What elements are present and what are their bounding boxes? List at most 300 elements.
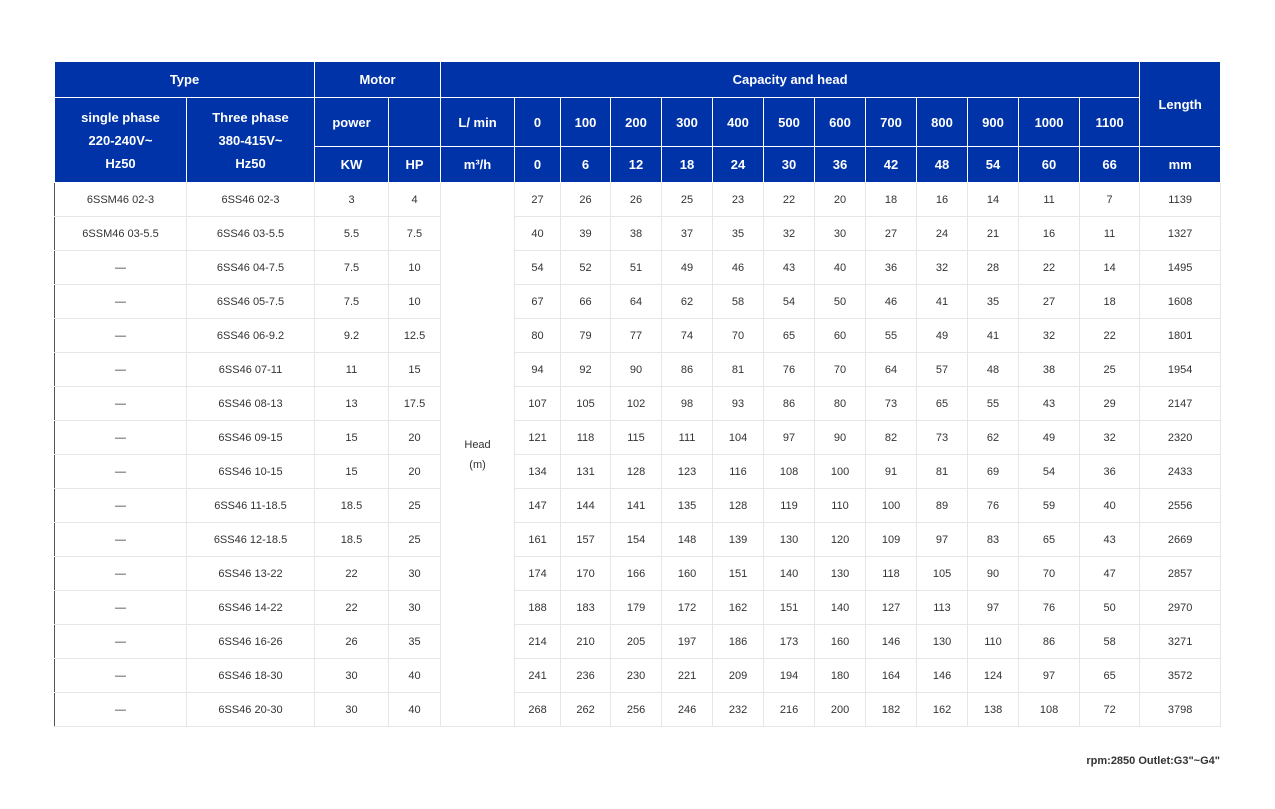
length-value: 1954	[1140, 353, 1221, 387]
head-value: 105	[561, 387, 611, 421]
power-kw: 15	[315, 455, 389, 489]
power-kw: 30	[315, 659, 389, 693]
head-value: 41	[917, 285, 968, 319]
m3h-value: 42	[866, 147, 917, 183]
table-row	[55, 557, 1221, 591]
length-value: 1608	[1140, 285, 1221, 319]
head-value: 64	[611, 285, 662, 319]
table-row	[55, 523, 1221, 557]
head-value: 180	[815, 659, 866, 693]
head-value: 130	[764, 523, 815, 557]
head-value: 35	[968, 285, 1019, 319]
single-phase-header	[55, 98, 187, 183]
three-phase-model: 6SS46 07-11	[187, 353, 315, 387]
head-value: 221	[662, 659, 713, 693]
head-value: 65	[1080, 659, 1140, 693]
three-phase-model: 6SS46 12-18.5	[187, 523, 315, 557]
length-value: 2147	[1140, 387, 1221, 421]
motor-blank-header	[389, 98, 441, 147]
power-kw: 7.5	[315, 285, 389, 319]
power-hp: 17.5	[389, 387, 441, 421]
lmin-value: 100	[561, 98, 611, 147]
head-value: 108	[1019, 693, 1080, 727]
head-value: 174	[515, 557, 561, 591]
head-value: 22	[1080, 319, 1140, 353]
pump-spec-table	[54, 61, 1221, 727]
head-value: 141	[611, 489, 662, 523]
three-phase-model: 6SS46 14-22	[187, 591, 315, 625]
head-value: 82	[866, 421, 917, 455]
three-phase-model: 6SS46 03-5.5	[187, 217, 315, 251]
head-value: 183	[561, 591, 611, 625]
head-unit: (m)	[469, 458, 486, 471]
table-header	[55, 62, 1221, 183]
head-value: 97	[917, 523, 968, 557]
head-value: 38	[611, 217, 662, 251]
head-value: 173	[764, 625, 815, 659]
power-kw: 30	[315, 693, 389, 727]
lmin-value: 500	[764, 98, 815, 147]
three-phase-model: 6SS46 18-30	[187, 659, 315, 693]
head-value: 182	[866, 693, 917, 727]
power-kw: 18.5	[315, 489, 389, 523]
head-value: 97	[968, 591, 1019, 625]
length-value: 1139	[1140, 183, 1221, 217]
three-phase-model: 6SS46 02-3	[187, 183, 315, 217]
head-value: 27	[866, 217, 917, 251]
head-value: 40	[1080, 489, 1140, 523]
head-value: 146	[866, 625, 917, 659]
head-value: 67	[515, 285, 561, 319]
power-hp: 10	[389, 285, 441, 319]
head-value: 76	[764, 353, 815, 387]
head-value: 236	[561, 659, 611, 693]
head-value: 11	[1080, 217, 1140, 251]
head-value: 16	[1019, 217, 1080, 251]
head-value: 166	[611, 557, 662, 591]
table-row	[55, 659, 1221, 693]
head-value: 151	[764, 591, 815, 625]
head-value: 89	[917, 489, 968, 523]
head-value: 268	[515, 693, 561, 727]
head-value: 41	[968, 319, 1019, 353]
head-value: 210	[561, 625, 611, 659]
head-value: 188	[515, 591, 561, 625]
head-value: 7	[1080, 183, 1140, 217]
three-phase-model: 6SS46 20-30	[187, 693, 315, 727]
head-value: 26	[561, 183, 611, 217]
lmin-value: 400	[713, 98, 764, 147]
head-value: 160	[662, 557, 713, 591]
head-value: 29	[1080, 387, 1140, 421]
head-value: 46	[866, 285, 917, 319]
single-phase-model: 6SSM46 03-5.5	[55, 217, 187, 251]
head-value: 49	[662, 251, 713, 285]
m3h-value: 12	[611, 147, 662, 183]
power-kw: 5.5	[315, 217, 389, 251]
three-phase-model: 6SS46 16-26	[187, 625, 315, 659]
motor-header: Motor	[315, 62, 441, 98]
power-hp: 10	[389, 251, 441, 285]
head-value: 54	[1019, 455, 1080, 489]
head-value: 37	[662, 217, 713, 251]
single-phase-label: single phase	[81, 109, 160, 125]
single-phase-model: —	[55, 659, 187, 693]
length-value: 1327	[1140, 217, 1221, 251]
m3h-value: 48	[917, 147, 968, 183]
power-kw: 15	[315, 421, 389, 455]
length-value: 2970	[1140, 591, 1221, 625]
head-value: 144	[561, 489, 611, 523]
head-value: 194	[764, 659, 815, 693]
head-value: 58	[713, 285, 764, 319]
table-row	[55, 489, 1221, 523]
head-value: 92	[561, 353, 611, 387]
head-value: 49	[1019, 421, 1080, 455]
head-value: 241	[515, 659, 561, 693]
head-value: 81	[917, 455, 968, 489]
head-value: 110	[815, 489, 866, 523]
head-value: 39	[561, 217, 611, 251]
head-value: 76	[1019, 591, 1080, 625]
lmin-value: 200	[611, 98, 662, 147]
single-phase-model: —	[55, 625, 187, 659]
head-value: 79	[561, 319, 611, 353]
power-hp: 15	[389, 353, 441, 387]
three-phase-model: 6SS46 10-15	[187, 455, 315, 489]
head-value: 162	[713, 591, 764, 625]
head-value: 209	[713, 659, 764, 693]
head-value: 22	[764, 183, 815, 217]
m3h-value: 54	[968, 147, 1019, 183]
head-value: 172	[662, 591, 713, 625]
head-value: 162	[917, 693, 968, 727]
power-kw: 9.2	[315, 319, 389, 353]
table-row	[55, 217, 1221, 251]
length-header: Length	[1140, 62, 1221, 147]
head-value: 51	[611, 251, 662, 285]
head-value: 35	[713, 217, 764, 251]
head-value: 36	[866, 251, 917, 285]
head-value: 86	[1019, 625, 1080, 659]
head-value: 118	[866, 557, 917, 591]
head-value: 21	[968, 217, 1019, 251]
head-value: 111	[662, 421, 713, 455]
footnote: rpm:2850 Outlet:G3"~G4"	[1086, 755, 1220, 767]
head-value: 43	[764, 251, 815, 285]
m3h-value: 30	[764, 147, 815, 183]
head-value: 139	[713, 523, 764, 557]
head-value: 104	[713, 421, 764, 455]
single-phase-model: —	[55, 421, 187, 455]
head-value: 46	[713, 251, 764, 285]
three-phase-model: 6SS46 13-22	[187, 557, 315, 591]
head-value: 49	[917, 319, 968, 353]
single-phase-model: —	[55, 455, 187, 489]
head-value: 97	[764, 421, 815, 455]
head-value: 65	[1019, 523, 1080, 557]
three-phase-model: 6SS46 06-9.2	[187, 319, 315, 353]
head-value: 232	[713, 693, 764, 727]
m3h-value: 24	[713, 147, 764, 183]
head-value: 50	[815, 285, 866, 319]
power-hp: 30	[389, 557, 441, 591]
head-value: 86	[662, 353, 713, 387]
head-value: 59	[1019, 489, 1080, 523]
power-hp: 25	[389, 489, 441, 523]
head-value: 72	[1080, 693, 1140, 727]
head-value: 86	[764, 387, 815, 421]
lmin-value: 800	[917, 98, 968, 147]
power-hp: 40	[389, 659, 441, 693]
head-value: 14	[968, 183, 1019, 217]
head-value: 62	[968, 421, 1019, 455]
head-value: 151	[713, 557, 764, 591]
head-value: 76	[968, 489, 1019, 523]
head-value: 262	[561, 693, 611, 727]
length-value: 2320	[1140, 421, 1221, 455]
power-kw: 13	[315, 387, 389, 421]
head-value: 14	[1080, 251, 1140, 285]
single-phase-model: —	[55, 523, 187, 557]
head-value: 65	[764, 319, 815, 353]
single-phase-model: —	[55, 251, 187, 285]
head-value: 135	[662, 489, 713, 523]
head-value: 147	[515, 489, 561, 523]
head-value: 179	[611, 591, 662, 625]
head-value: 205	[611, 625, 662, 659]
power-kw: 11	[315, 353, 389, 387]
three-phase-voltage: 380-415V~	[218, 132, 283, 148]
single-phase-model: —	[55, 319, 187, 353]
head-value: 40	[515, 217, 561, 251]
head-value: 70	[713, 319, 764, 353]
table-row	[55, 183, 1221, 217]
head-value: 246	[662, 693, 713, 727]
power-header: power	[315, 98, 389, 147]
head-value: 25	[662, 183, 713, 217]
head-value: 77	[611, 319, 662, 353]
head-value: 100	[815, 455, 866, 489]
power-kw: 18.5	[315, 523, 389, 557]
head-value: 38	[1019, 353, 1080, 387]
power-hp: 20	[389, 455, 441, 489]
head-value: 52	[561, 251, 611, 285]
table-row	[55, 625, 1221, 659]
head-value: 130	[917, 625, 968, 659]
head-value: 154	[611, 523, 662, 557]
head-value: 70	[1019, 557, 1080, 591]
m3h-value: 60	[1019, 147, 1080, 183]
head-value: 90	[815, 421, 866, 455]
power-hp: 40	[389, 693, 441, 727]
head-value: 140	[764, 557, 815, 591]
head-value: 23	[713, 183, 764, 217]
single-phase-model: —	[55, 387, 187, 421]
head-value: 121	[515, 421, 561, 455]
head-value: 50	[1080, 591, 1140, 625]
three-phase-header	[187, 98, 315, 183]
head-value: 128	[713, 489, 764, 523]
three-phase-model: 6SS46 05-7.5	[187, 285, 315, 319]
single-phase-model: 6SSM46 02-3	[55, 183, 187, 217]
head-value: 57	[917, 353, 968, 387]
power-hp: 7.5	[389, 217, 441, 251]
single-phase-model: —	[55, 353, 187, 387]
head-value: 134	[515, 455, 561, 489]
head-value: 36	[1080, 455, 1140, 489]
head-value: 170	[561, 557, 611, 591]
head-value: 81	[713, 353, 764, 387]
table-row	[55, 387, 1221, 421]
power-hp: 4	[389, 183, 441, 217]
head-value: 58	[1080, 625, 1140, 659]
head-value: 120	[815, 523, 866, 557]
head-value: 116	[713, 455, 764, 489]
power-kw: 3	[315, 183, 389, 217]
head-value: 230	[611, 659, 662, 693]
head-value: 32	[917, 251, 968, 285]
power-kw: 7.5	[315, 251, 389, 285]
head-value: 214	[515, 625, 561, 659]
head-value: 127	[866, 591, 917, 625]
head-value: 20	[815, 183, 866, 217]
lmin-label: L/ min	[441, 98, 515, 147]
head-value: 97	[1019, 659, 1080, 693]
head-value: 47	[1080, 557, 1140, 591]
head-value: 25	[1080, 353, 1140, 387]
lmin-value: 700	[866, 98, 917, 147]
head-label-cell	[441, 183, 515, 727]
capacity-head-header: Capacity and head	[441, 62, 1140, 98]
m3h-value: 6	[561, 147, 611, 183]
head-value: 157	[561, 523, 611, 557]
head-value: 91	[866, 455, 917, 489]
head-value: 11	[1019, 183, 1080, 217]
head-value: 161	[515, 523, 561, 557]
length-value: 3572	[1140, 659, 1221, 693]
length-value: 2433	[1140, 455, 1221, 489]
single-phase-voltage: 220-240V~	[88, 132, 153, 148]
head-value: 131	[561, 455, 611, 489]
power-kw: 22	[315, 557, 389, 591]
head-value: 119	[764, 489, 815, 523]
table-row	[55, 591, 1221, 625]
head-value: 123	[662, 455, 713, 489]
single-phase-model: —	[55, 557, 187, 591]
head-value: 102	[611, 387, 662, 421]
length-value: 2857	[1140, 557, 1221, 591]
head-value: 216	[764, 693, 815, 727]
head-value: 28	[968, 251, 1019, 285]
m3h-value: 18	[662, 147, 713, 183]
head-value: 94	[515, 353, 561, 387]
head-value: 73	[917, 421, 968, 455]
head-value: 22	[1019, 251, 1080, 285]
head-value: 16	[917, 183, 968, 217]
head-value: 130	[815, 557, 866, 591]
lmin-value: 900	[968, 98, 1019, 147]
length-value: 3271	[1140, 625, 1221, 659]
head-value: 108	[764, 455, 815, 489]
head-value: 74	[662, 319, 713, 353]
power-kw: 22	[315, 591, 389, 625]
table-row	[55, 251, 1221, 285]
head-value: 110	[968, 625, 1019, 659]
type-header: Type	[55, 62, 315, 98]
power-hp: 25	[389, 523, 441, 557]
length-value: 1495	[1140, 251, 1221, 285]
head-value: 43	[1080, 523, 1140, 557]
head-value: 160	[815, 625, 866, 659]
head-value: 55	[866, 319, 917, 353]
lmin-value: 1000	[1019, 98, 1080, 147]
three-phase-model: 6SS46 04-7.5	[187, 251, 315, 285]
single-phase-frequency: Hz50	[105, 155, 136, 171]
head-value: 80	[815, 387, 866, 421]
mm-unit-header: mm	[1140, 147, 1221, 183]
head-value: 93	[713, 387, 764, 421]
m3h-label: m³/h	[441, 147, 515, 183]
head-value: 54	[515, 251, 561, 285]
three-phase-label: Three phase	[212, 109, 289, 125]
head-value: 138	[968, 693, 1019, 727]
length-value: 3798	[1140, 693, 1221, 727]
head-value: 43	[1019, 387, 1080, 421]
head-value: 197	[662, 625, 713, 659]
head-value: 83	[968, 523, 1019, 557]
single-phase-model: —	[55, 489, 187, 523]
m3h-value: 66	[1080, 147, 1140, 183]
head-value: 98	[662, 387, 713, 421]
head-value: 32	[1019, 319, 1080, 353]
head-value: 32	[1080, 421, 1140, 455]
power-hp: 12.5	[389, 319, 441, 353]
head-value: 26	[611, 183, 662, 217]
head-value: 105	[917, 557, 968, 591]
head-value: 65	[917, 387, 968, 421]
length-value: 1801	[1140, 319, 1221, 353]
lmin-value: 0	[515, 98, 561, 147]
head-value: 69	[968, 455, 1019, 489]
three-phase-frequency: Hz50	[235, 155, 266, 171]
three-phase-model: 6SS46 09-15	[187, 421, 315, 455]
head-value: 109	[866, 523, 917, 557]
single-phase-model: —	[55, 285, 187, 319]
power-kw: 26	[315, 625, 389, 659]
single-phase-model: —	[55, 591, 187, 625]
head-value: 115	[611, 421, 662, 455]
table-row	[55, 285, 1221, 319]
head-value: 70	[815, 353, 866, 387]
head-value: 118	[561, 421, 611, 455]
head-value: 128	[611, 455, 662, 489]
head-value: 30	[815, 217, 866, 251]
head-value: 18	[866, 183, 917, 217]
head-label: Head	[464, 438, 491, 451]
head-value: 164	[866, 659, 917, 693]
head-value: 27	[515, 183, 561, 217]
head-value: 80	[515, 319, 561, 353]
head-value: 140	[815, 591, 866, 625]
lmin-value: 600	[815, 98, 866, 147]
head-value: 146	[917, 659, 968, 693]
head-value: 100	[866, 489, 917, 523]
head-value: 256	[611, 693, 662, 727]
head-value: 60	[815, 319, 866, 353]
head-value: 148	[662, 523, 713, 557]
head-value: 27	[1019, 285, 1080, 319]
